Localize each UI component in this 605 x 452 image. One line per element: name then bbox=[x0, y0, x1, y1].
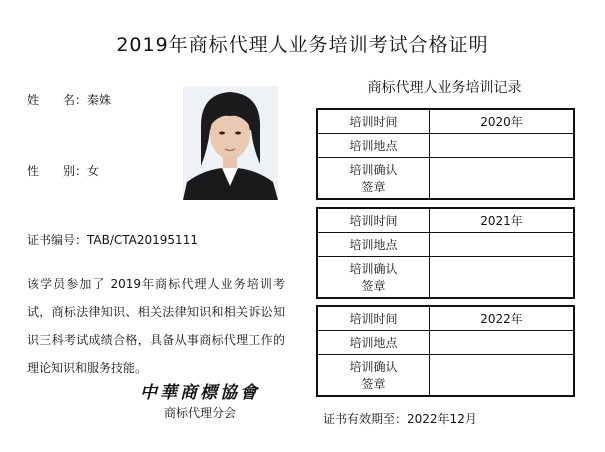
confirm-label-line2: 签章 bbox=[361, 278, 386, 293]
training-place-value bbox=[430, 330, 575, 354]
training-time-label: 培训时间 bbox=[317, 208, 430, 232]
training-time-label: 培训时间 bbox=[317, 109, 430, 133]
id-photo bbox=[183, 86, 278, 200]
training-confirm-label bbox=[317, 256, 430, 298]
record-table-3 bbox=[316, 305, 575, 397]
confirm-label-line1: 培训确认 bbox=[349, 162, 398, 177]
training-confirm-label bbox=[317, 354, 430, 396]
expiry-label: 证书有效期至： bbox=[323, 412, 408, 426]
expiry-date: 2022年12月 bbox=[407, 412, 477, 426]
association-branch: 商标代理分会 bbox=[163, 406, 236, 420]
cert-number-row bbox=[27, 231, 198, 248]
training-time-label: 培训时间 bbox=[317, 306, 430, 330]
gender-value: 女 bbox=[87, 164, 100, 178]
confirm-label-line2: 签章 bbox=[361, 179, 386, 194]
training-year: 2021年 bbox=[430, 208, 575, 232]
training-place-label: 培训地点 bbox=[317, 232, 430, 256]
training-confirm-label bbox=[317, 157, 430, 199]
training-confirm-value bbox=[430, 354, 575, 396]
association-seal: 中華商標協會 bbox=[140, 383, 260, 403]
training-place-label: 培训地点 bbox=[317, 133, 430, 157]
training-place-value bbox=[430, 232, 575, 256]
confirm-label-line1: 培训确认 bbox=[349, 359, 398, 374]
training-confirm-value bbox=[430, 157, 575, 199]
gender-label: 性 别： bbox=[27, 164, 88, 178]
gender-row bbox=[27, 162, 99, 179]
expiry-row bbox=[323, 410, 477, 427]
training-place-value bbox=[430, 133, 575, 157]
cert-number-label: 证书编号： bbox=[27, 233, 88, 247]
confirm-label-line1: 培训确认 bbox=[349, 261, 398, 276]
statement-paragraph: 该学员参加了 2019年商标代理人业务培训考试，商标法律知识、相关法律知识和相关诉讼知识三科考试成绩合格，具备从事商标代理工作的理论知识和服务技能。 bbox=[27, 277, 285, 375]
cert-number: TAB/CTA20195111 bbox=[87, 233, 198, 247]
record-table-2 bbox=[316, 207, 575, 299]
name-row bbox=[27, 91, 111, 108]
training-year: 2022年 bbox=[430, 306, 575, 330]
record-table-1 bbox=[316, 108, 575, 200]
page-title: 2019年商标代理人业务培训考试合格证明 bbox=[116, 34, 489, 56]
training-year: 2020年 bbox=[430, 109, 575, 133]
name-label: 姓 名： bbox=[27, 93, 88, 107]
name-value: 秦姝 bbox=[87, 93, 112, 107]
training-place-label: 培训地点 bbox=[317, 330, 430, 354]
training-confirm-value bbox=[430, 256, 575, 298]
records-title: 商标代理人业务培训记录 bbox=[367, 80, 522, 96]
confirm-label-line2: 签章 bbox=[361, 376, 386, 391]
